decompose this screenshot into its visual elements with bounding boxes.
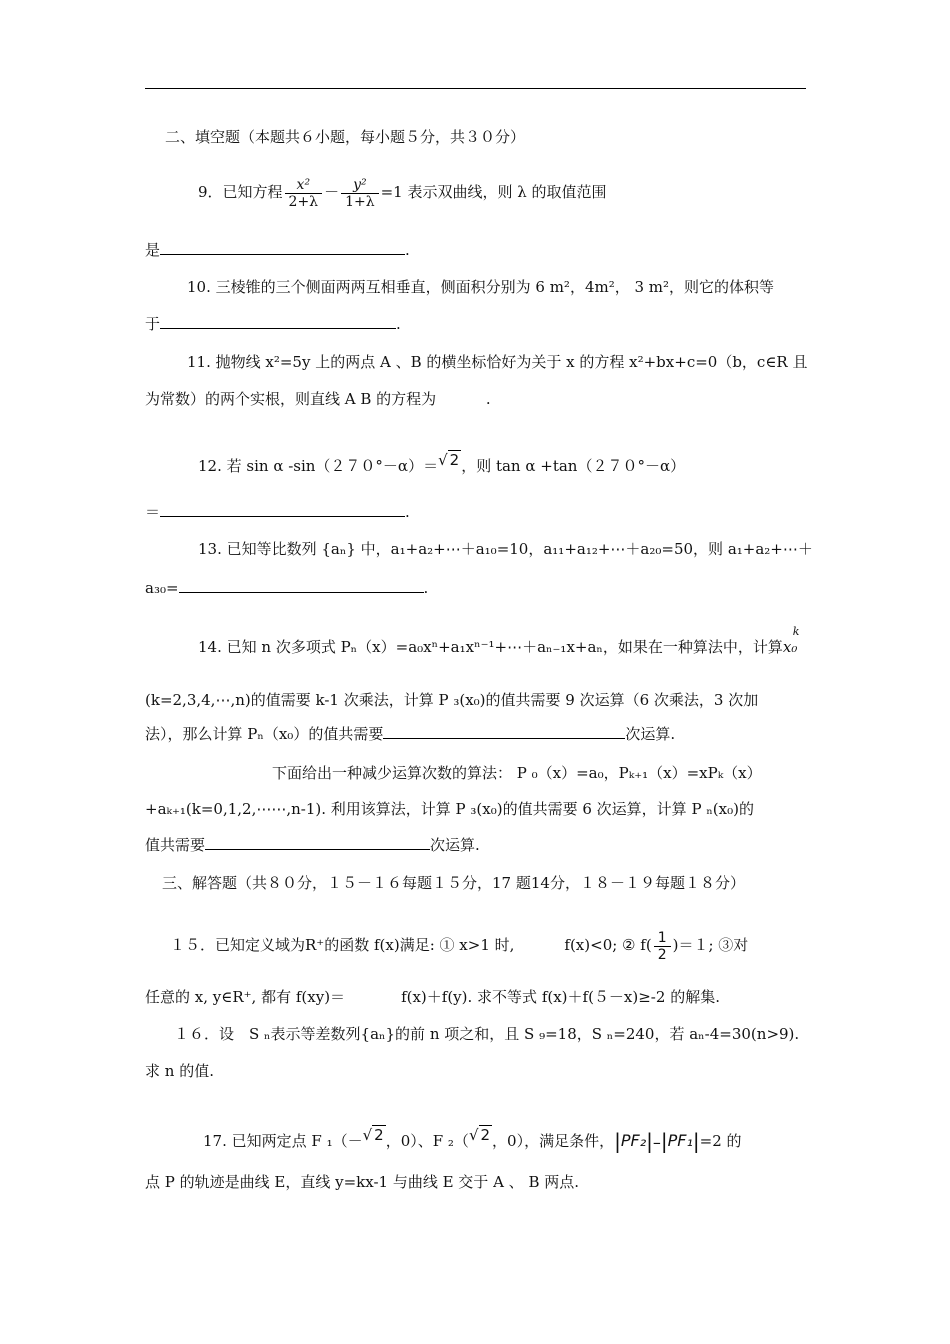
q17-sqrt-2: √ 2 — [468, 1126, 491, 1144]
q16-line2: 求 n 的值. — [145, 1062, 214, 1080]
q17-mid: ，0）、F ₂（ — [385, 1132, 469, 1150]
q9-line2: 是 — [145, 241, 161, 259]
q12-prefix: 12. 若 sin α -sin（２７０°－α）＝ — [198, 457, 439, 475]
q14-line6 — [145, 835, 480, 855]
q15-line1c: )＝１; ③对 — [672, 936, 749, 954]
q10-line2: 于 — [145, 315, 161, 333]
question-9 — [198, 172, 607, 212]
q17-line2: 点 P 的轨迹是曲线 E，直线 y=kx-1 与曲线 E 交于 A 、 B 两点. — [145, 1173, 580, 1191]
q17-abs-pf1: PF₁ — [667, 1131, 693, 1150]
q9-prefix: 9．已知方程 — [198, 183, 283, 201]
q14-line1 — [198, 625, 800, 657]
q13-end: . — [423, 579, 429, 597]
q9-end: . — [405, 241, 410, 259]
question-17: 17. 已知两定点 F ₁（－√ 2 ，0）、F ₂（√ 2 ，0），满足条件，|PF₂|–|PF₁|=2 的 — [203, 1115, 742, 1163]
q14-x0k: x₀ k — [782, 625, 800, 656]
q13-answer-line — [145, 578, 428, 598]
q15-line2a: 任意的 x, y∈R⁺, 都有 f(xy)＝ — [145, 988, 346, 1006]
q17-mid2: ，0），满足条件， — [492, 1132, 615, 1150]
q16-line1: １６．设 S ₙ表示等差数列{aₙ}的前 n 项之和，且 S ₉=18，S ₙ=240，若 aₙ-4=30(n>9). — [174, 1025, 800, 1043]
q15-line2b: f(x)＋f(y). 求不等式 f(x)＋f(５－x)≥-2 的解集. — [401, 988, 720, 1006]
q9-answer-blank[interactable] — [160, 240, 405, 255]
q12-sqrt: √ 2 — [438, 451, 460, 469]
q10-answer-line — [145, 314, 401, 334]
q14-line6b: 次运算. — [430, 836, 480, 854]
q14-line1-text: 14. 已知 n 次多项式 Pₙ（x）=a₀xⁿ+a₁xⁿ⁻¹+⋯＋aₙ₋₁x+aₙ，如果在一种算法中，计算 — [198, 638, 783, 656]
q17-suffix: =2 的 — [699, 1132, 742, 1150]
section-2-title: 二、填空题（本题共６小题，每小题５分，共３０分） — [165, 128, 526, 146]
q9-fraction-2: $\frac{\text{y²}}{1+\lambda}$ — [341, 177, 379, 210]
q14-line5: +aₖ₊₁(k=0,1,2,⋯⋯,n-1). 利用该算法，计算 P ₃(x₀)的值共需要 6 次运算，计算 P ₙ(x₀)的 — [145, 800, 754, 818]
q12-answer-blank[interactable] — [160, 502, 405, 517]
q12-end: . — [405, 503, 410, 521]
q15-half-fraction: $\frac{1}{2}$ — [654, 930, 671, 963]
q13-line2: a₃₀= — [145, 579, 179, 597]
q14-line3a: 法），那么计算 Pₙ（x₀）的值共需要 — [145, 725, 384, 743]
q9-answer-line — [145, 240, 410, 260]
q15-line1a: １５．已知定义域为R⁺的函数 f(x)满足: ① x>1 时, — [170, 936, 515, 954]
q17-prefix: 17. 已知两定点 F ₁（－ — [203, 1132, 363, 1150]
q9-fraction-1: $\frac{\text{x²}}{2+\lambda}$ — [285, 177, 323, 210]
q12-answer-line — [145, 502, 410, 522]
q10-end: . — [396, 315, 401, 333]
q14-line3b: 次运算. — [625, 725, 676, 743]
section-3-title: 三、解答题（共８０分，１５－１６每题１５分，17 题14分，１８－１９每题１８分） — [162, 874, 745, 892]
q14-line4: 下面给出一种减少运算次数的算法： P ₀（x）=a₀，Pₖ₊₁（x）=xPₖ（x） — [272, 764, 762, 782]
q13-answer-blank[interactable] — [179, 578, 424, 593]
q13-line1: 13. 已知等比数列 {aₙ} 中，a₁+a₂+⋯＋a₁₀=10，a₁₁+a₁₂+⋯＋a₂₀=50，则 a₁+a₂+⋯＋ — [198, 540, 813, 558]
q14-answer-blank-2[interactable] — [205, 835, 430, 850]
q9-suffix: =1 表示双曲线，则 λ 的取值范围 — [380, 183, 607, 201]
q15-line1 — [170, 925, 748, 965]
q17-sqrt-1: √ 2 — [362, 1126, 384, 1144]
q10-answer-blank[interactable] — [160, 314, 396, 329]
q12-line2: ＝ — [145, 503, 161, 521]
q14-line2: (k=2,3,4,⋯,n)的值需要 k-1 次乘法，计算 P ₃(x₀)的值共需要 9 次运算（6 次乘法，3 次加 — [145, 691, 759, 709]
q10-line1: 10. 三棱锥的三个侧面两两互相垂直，侧面积分别为 6 m²，4m²， 3 m²，则它的体积等 — [187, 278, 775, 296]
q11-line1: 11. 抛物线 x²=5y 上的两点 A 、B 的横坐标恰好为关于 x 的方程 x²+bx+c=0（b，c∈R 且 — [187, 353, 808, 371]
question-12 — [198, 440, 685, 486]
q9-minus: － — [324, 183, 340, 201]
q17-abs-pf2: PF₂ — [620, 1131, 647, 1150]
q11-line2: 为常数）的两个实根，则直线 A B 的方程为 . — [145, 390, 491, 408]
q14-line6a: 值共需要 — [145, 836, 206, 854]
q15-line2 — [145, 987, 720, 1007]
header-rule — [145, 88, 806, 89]
q12-suffix: ，则 tan α +tan（２７０°－α） — [461, 457, 686, 475]
q14-answer-blank-1[interactable] — [383, 724, 625, 739]
q14-line3 — [145, 724, 675, 744]
q15-line1b: f(x)<0; ② f( — [564, 936, 652, 954]
